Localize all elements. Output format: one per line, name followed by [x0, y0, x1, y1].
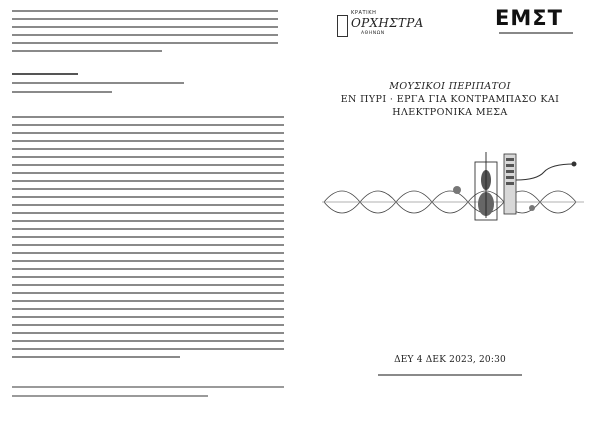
- event-title: [300, 80, 600, 119]
- cable-icon: [516, 162, 576, 180]
- concert-title-line-2: ΗΛΕΚΤΡΟΝΙΚΑ ΜΕΣΑ: [392, 107, 508, 118]
- emst-logo: [493, 6, 583, 40]
- orchestra-logo-mid: ΟΡΧΗΣΤΡΑ: [351, 16, 424, 30]
- event-date: ΔΕΥ 4 ΔΕΚ 2023, 20:30: [394, 355, 506, 365]
- concert-title-line-1: ΕΝ ΠΥΡΙ · ΕΡΓΑ ΓΙΑ ΚΟΝΤΡΑΜΠΑΣΟ ΚΑΙ: [340, 94, 560, 105]
- orchestra-logo-bottom: ΑΘΗΝΩΝ: [361, 31, 385, 36]
- electronic-device-icon: [504, 154, 516, 214]
- double-bass-icon: [475, 152, 497, 220]
- right-page: [300, 0, 600, 424]
- orchestra-logo: [337, 9, 429, 39]
- emst-logo-subtitle-icon: [499, 32, 573, 34]
- orchestra-logo-top: ΚΡΑΤΙΚΗ: [351, 10, 377, 16]
- musical-illustration: [322, 150, 584, 232]
- emst-logo-word: ΕΜΣΤ: [495, 6, 563, 30]
- series-title: ΜΟΥΣΙΚΟΙ ΠΕΡΙΠΑΤΟΙ: [389, 81, 511, 92]
- orchestra-logo-mark-icon: [337, 15, 348, 37]
